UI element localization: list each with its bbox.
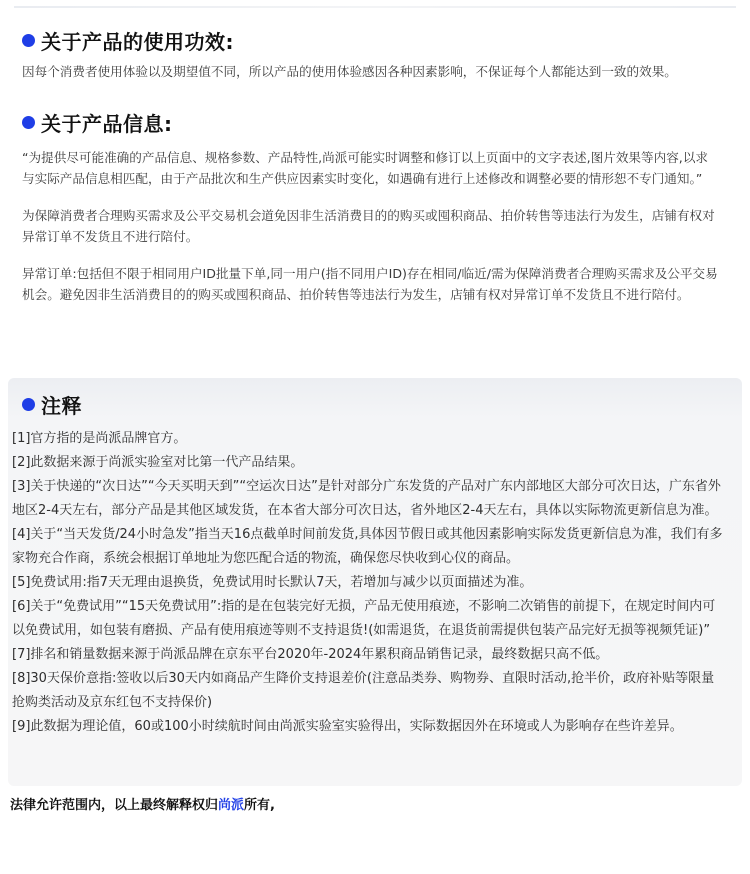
notes-heading: [0, 390, 750, 419]
usage-text: 因每个消费者使用体验以及期望值不同，所以产品的使用体验感因各种因素影响，不保证每个人都能达到一致的效果。: [22, 64, 677, 79]
footer-suffix: 所有,: [244, 798, 275, 813]
footer-brand: 尚派: [218, 798, 245, 813]
bullet-dot-icon: [22, 398, 35, 411]
info-heading: [0, 108, 750, 137]
list-item: [8]30天保价意指:签收以后30天内如商品产生降价支持退差价(注意品类券、购物券、直限时活动,抢半价，政府补贴等限量抢购类活动及京东红包不支持保价): [12, 671, 715, 710]
usage-section: [0, 26, 750, 82]
list-item: [5]免费试用:指7天无理由退换货，免费试用时长默认7天，若增加与减少以页面描述为准。: [12, 575, 533, 590]
notes-list: [0, 427, 750, 739]
list-item: [9]此数据为理论值，60或100小时续航时间由尚派实验室实验得出，实际数据因外在环境或人为影响存在些许差异。: [12, 719, 683, 734]
bullet-dot-icon: [22, 116, 35, 129]
info-heading-text: 关于产品信息:: [41, 112, 173, 136]
info-paragraph: 为保障消费者合理购买需求及公平交易机会道免因非生活消费目的的购买或囤积商品、拍价转售等违法行为发生，店铺有权对异常订单不发货且不进行陪付。: [22, 208, 715, 244]
usage-heading: [0, 26, 750, 55]
list-item: [7]排名和销量数据来源于尚派品牌在京东平台2020年-2024年累积商品销售记录，最终数据只高不低。: [12, 647, 609, 662]
list-item: [4]关于“当天发货/24小时急发”指当天16点截单时间前发货,具体因节假日或其他因素影响实际发货更新信息为准，我们有多家物充合作商，系统会根据订单地址为您匹配合适的物流，确保您尽快收到心仪的商品。: [12, 527, 723, 566]
list-item: [6]关于“免费试用”“15天免费试用”:指的是在包装完好无损，产品无使用痕迹，不影响二次销售的前提下，在规定时间内可以免费试用，如包装有磨损、产品有使用痕迹等则不支持退货!(如需退货，在退货前需提供包装产品完好无损等视频凭证)”: [12, 599, 716, 638]
list-item: [1]官方指的是尚派品牌官方。: [12, 431, 187, 446]
top-divider: [14, 6, 736, 8]
bullet-dot-icon: [22, 34, 35, 47]
info-paragraph: “为提供尽可能准确的产品信息、规格参数、产品特性,尚派可能实时调整和修订以上页面中的文字表述,图片效果等内容,以求与实际产品信息相匹配，由于产品批次和生产供应因素实时变化，如遇确有进行上述修改和调整必要的情形恕不专门通知。”: [22, 150, 709, 186]
list-item: [2]此数据来源于尚派实验室对比第一代产品结果。: [12, 455, 304, 470]
footer-prefix: 法律允许范围内，以上最终解释权归: [10, 798, 219, 813]
legal-footer: [10, 794, 275, 813]
usage-heading-text: 关于产品的使用功效:: [41, 30, 234, 54]
info-paragraph: 异常订单:包括但不限于相同用户ID批量下单,同一用户(指不同用户ID)存在相同/临近/需为保障消费者合理购买需求及公平交易机会。避免因非生活消费目的的购买或囤积商品、拍价转售等违法行为发生，店铺有权对异常订单不发货且不进行陪付。: [22, 266, 718, 302]
info-section: [0, 108, 750, 305]
list-item: [3]关于快递的“次日达”“今天买明天到”“空运次日达”是针对部分广东发货的产品对广东内部地区大部分可次日达，广东省外地区2-4天左右，部分产品是其他区域发货，在本省大部分可次日达，省外地区2-4天左右，具体以实际物流更新信息为准。: [12, 479, 721, 518]
notes-section: [0, 390, 750, 739]
notes-heading-text: 注释: [41, 394, 82, 418]
